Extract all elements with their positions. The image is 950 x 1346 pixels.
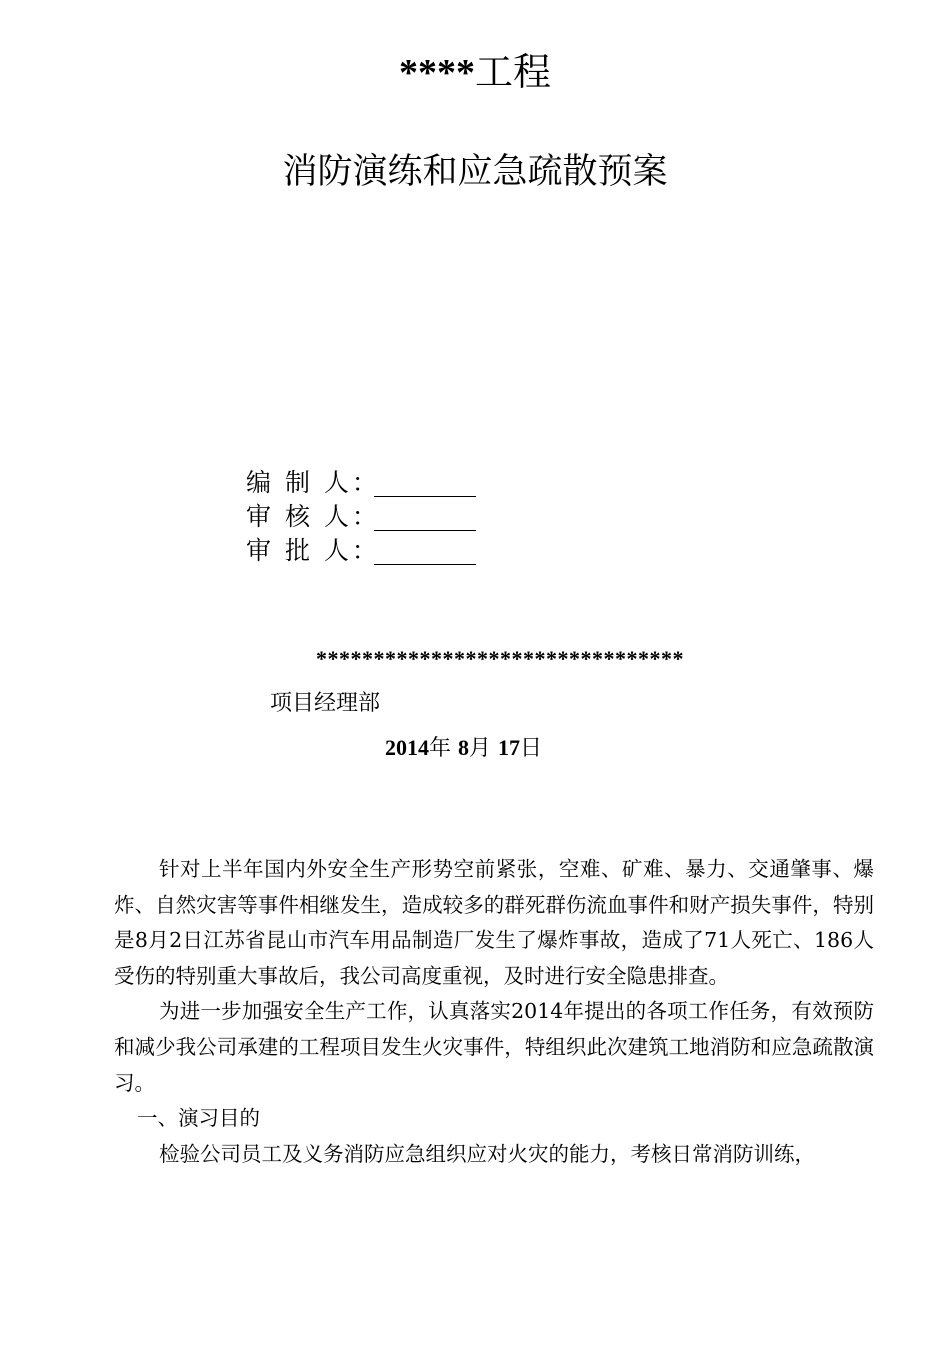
section-heading: 一、演习目的	[137, 1106, 260, 1131]
signature-label: 审 核 人：	[246, 502, 380, 531]
department-name: 项目经理部	[270, 691, 381, 716]
paragraph-objective: 检验公司员工及义务消防应急组织应对火灾的能力，考核日常消防训练，	[159, 1141, 815, 1166]
date-day-unit: 日	[520, 736, 543, 761]
signature-blank-line	[374, 504, 476, 531]
signature-blank-line	[374, 470, 476, 497]
paragraph-purpose: 为进一步加强安全生产工作，认真落实2014年提出的各项工作任务，有效预防和减少我公司承建的工程项目发生火灾事件，特组织此次建筑工地消防和应急疏散演习。	[114, 999, 874, 1095]
title-main: 工程	[474, 50, 551, 94]
date-year-unit: 年	[429, 736, 452, 761]
signature-label: 编 制 人：	[246, 468, 380, 497]
body-text	[114, 852, 874, 1172]
signature-row-approver	[246, 534, 476, 568]
date-year: 2014	[385, 735, 429, 760]
document-subtitle: 消防演练和应急疏散预案	[282, 152, 668, 192]
date-month-unit: 月	[469, 736, 492, 761]
signature-row-compiler	[246, 466, 476, 500]
document-title	[0, 48, 950, 97]
separator-stars: ********************************	[316, 646, 684, 671]
signature-blank-line	[374, 538, 476, 565]
signature-row-reviewer	[246, 500, 476, 534]
paragraph-background: 针对上半年国内外安全生产形势空前紧张，空难、矿难、暴力、交通肇事、爆炸、自然灾害等事件相继发生，造成较多的群死群伤流血事件和财产损失事件，特别是8月2日江苏省昆山市汽车用品制造厂发生了爆炸事故，造成了71人死亡、186人受伤的特别重大事故后，我公司高度重视，及时进行安全隐患排查。	[114, 857, 874, 988]
title-stars: ****	[398, 52, 475, 94]
date-month: 8	[458, 735, 470, 760]
signature-block	[246, 466, 476, 568]
date-day: 17	[498, 735, 521, 760]
signature-label: 审 批 人：	[246, 536, 380, 565]
document-date	[385, 732, 542, 765]
